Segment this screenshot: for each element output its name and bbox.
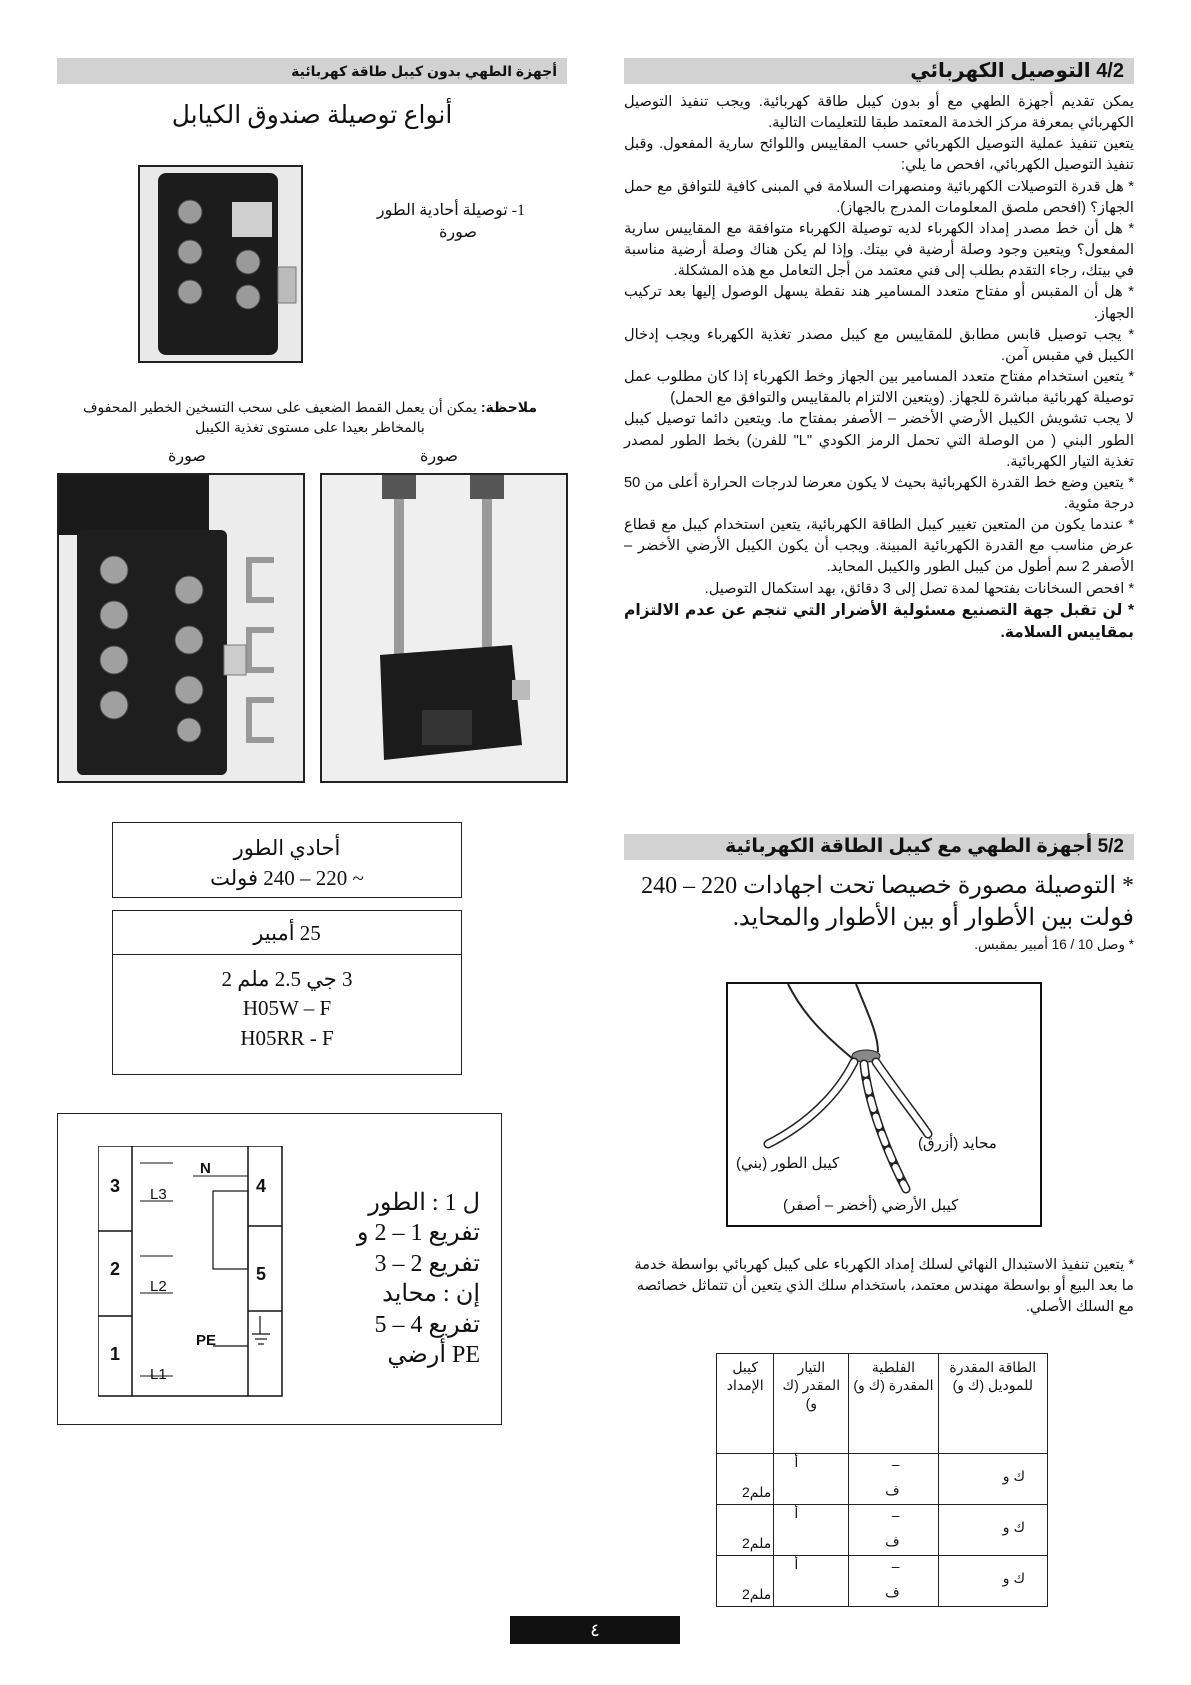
voltage-dash: – <box>891 1558 900 1574</box>
legend-line: تفريع 1 – 2 و <box>356 1220 480 1247</box>
table-row <box>717 1556 1048 1607</box>
photo-label: صورة <box>168 448 206 465</box>
cable-unit: ملم2 <box>742 1586 772 1602</box>
voltage-statement: * التوصيلة مصورة خصيصا تحت اجهادات 220 – 240 فولت بين الأطوار أو بين الأطوار والمحايد. <box>641 873 1134 932</box>
legend-line: تفريع 4 – 5 <box>374 1311 480 1338</box>
section-title: 5/2 أجهزة الطهي مع كيبل الطاقة الكهربائية <box>624 834 1134 860</box>
paragraph: * يتعين استخدام مفتاح متعدد المسامير بين الجهاز وخط الكهرباء إذا كان مطلوب عمل توصيلة كهربائية مباشرة للجهاز. (ويتعين الالتزام بالمقاييس والتوافق مع الحمل) <box>624 369 1134 407</box>
neutral-label: N <box>200 1160 211 1177</box>
terminal-block-image <box>140 167 301 361</box>
page-title: أنواع توصيلة صندوق الكيابل <box>171 102 453 129</box>
table-header: كيبل الإمداد <box>717 1354 774 1454</box>
left-header <box>57 58 567 84</box>
phase-spec-box <box>112 822 462 898</box>
voltage-dash: – <box>891 1456 900 1472</box>
l3-label: L3 <box>150 1186 167 1203</box>
cable-unit: ملم2 <box>742 1535 772 1551</box>
paragraph: * هل أن خط مصدر إمداد الكهرباء لديه توصيلة الكهرباء متوافقة مع المقاييس سارية المفعول؟ ويتعين وجود وصلة أرضية في بيتك. وإذا لم يكن هناك وصلة أرضية مناسبة في بيتك، رجاء التقدم بطلب إلى فني معتمد من أجل التعامل مع هذه المشكلة. <box>624 220 1134 280</box>
table-cell <box>938 1505 1047 1556</box>
table-cell <box>938 1454 1047 1505</box>
table-row <box>717 1454 1048 1505</box>
page-number: ٤ <box>510 1616 680 1644</box>
terminal-number: 2 <box>110 1259 121 1279</box>
table-header: التيار المقدر (ك و) <box>774 1354 849 1454</box>
amperage: 25 أمبير <box>113 911 461 955</box>
l1-label: L1 <box>150 1366 167 1383</box>
terminal-block-open-photo <box>57 473 305 783</box>
section-electrical-connection <box>624 58 1134 645</box>
note-text: يمكن أن يعمل القمط الضعيف على سحب التسخين الخطير المحفوف بالمخاطر بعيدا على مستوى تغذية الكيبل <box>82 399 477 435</box>
table-cell <box>849 1505 938 1556</box>
paragraph: * افحص السخانات بفتحها لمدة تصل إلى 3 دقائق، بهد استكمال التوصيل. <box>704 580 1134 597</box>
table-row <box>717 1505 1048 1556</box>
heating-element-photo <box>320 473 568 783</box>
terminal-number: 4 <box>256 1176 267 1196</box>
cable-unit: ملم2 <box>742 1484 772 1500</box>
cable-type: H05RR - F <box>240 1025 334 1050</box>
section-body <box>624 92 1134 645</box>
paragraph: * هل أن المقبس أو مفتاح متعدد المسامير هند نقطة يسهل الوصول إليها بعد تركيب الجهاز. <box>624 284 1134 322</box>
table-cell <box>774 1505 849 1556</box>
voltage-unit: ف <box>885 1533 900 1549</box>
current-unit: أ <box>794 1556 799 1572</box>
table-cell <box>717 1556 774 1607</box>
note <box>80 398 540 437</box>
section-title: 4/2 التوصيل الكهربائي <box>624 58 1134 84</box>
current-unit: أ <box>794 1454 799 1470</box>
table-header: الفلطية المقدرة (ك و) <box>849 1354 938 1454</box>
paragraph: * يتعين وضع خط القدرة الكهربائية بحيث لا يكون معرضا لدرجات الحرارة أعلى من 50 درجة مئوية. <box>624 474 1134 512</box>
terminal-number: 3 <box>110 1176 121 1196</box>
legend-line: تفريع 2 – 3 <box>374 1250 480 1277</box>
paragraph: يتعين تنفيذ عملية التوصيل الكهربائي حسب المقاييس واللوائح سارية المفعول. وقبل تنفيذ التوصيل الكهربائي، افحص ما يلي: <box>624 136 1134 174</box>
section-title: أجهزة الطهي بدون كيبل طاقة كهربائية <box>57 58 567 84</box>
paragraph: * عندما يكون من المتعين تغيير كيبل الطاقة الكهربائية، يتعين استخدام كيبل مع قطاع عرض مناسب مع القدرة الكهربائية المبينة. ويجب أن يكون الكيبل الأرضي الأخضر – الأصفر 2 سم أطول من كيبل الطور والكيبل المحايد. <box>624 517 1134 576</box>
terminal-number: 5 <box>256 1264 267 1284</box>
paragraph: يمكن تقديم أجهزة الطهي مع أو بدون كيبل طاقة كهربائية. ويجب تنفيذ التوصيل الكهربائي بمعرفة مركز الخدمة المعتمد طبقا للتعليمات التالية. <box>624 94 1134 132</box>
cable-type: H05W – F <box>242 996 332 1021</box>
cable-spec-box <box>112 910 462 1075</box>
power-spec-table <box>716 1353 1048 1607</box>
cable-wires-drawing <box>728 984 1040 1225</box>
legend-line: ل 1 : الطور <box>368 1190 480 1216</box>
power-unit: ك و <box>1002 1570 1025 1586</box>
table-cell <box>849 1454 938 1505</box>
voltage-unit: ف <box>885 1482 900 1498</box>
power-unit: ك و <box>1002 1519 1025 1535</box>
voltage-range: ~ 220 – 240 فولت <box>210 866 364 891</box>
legend-line: إن : محايد <box>382 1281 480 1308</box>
table-cell <box>774 1454 849 1505</box>
photo-label: صورة <box>420 448 458 465</box>
table-header: الطاقة المقدرة للموديل (ك و) <box>938 1354 1047 1454</box>
terminal-diagram <box>98 1146 298 1402</box>
earth-wire-label: كيبل الأرضي (أخضر – أصفر) <box>783 1197 959 1214</box>
table-cell <box>774 1556 849 1607</box>
caption-line: 1- توصيلة أحادية الطور <box>376 202 525 219</box>
photo-caption <box>340 200 525 245</box>
pe-label: PE <box>196 1332 217 1349</box>
table-cell <box>849 1556 938 1607</box>
socket-statement: * وصل 10 / 16 أمبير بمقبس. <box>974 936 1134 952</box>
legend-line: PE أرضي <box>387 1342 480 1369</box>
caption-line: صورة <box>439 224 477 242</box>
table-cell <box>717 1454 774 1505</box>
neutral-wire-label: محايد (أزرق) <box>918 1135 997 1152</box>
terminal-block-photo <box>138 165 303 363</box>
table-cell <box>938 1556 1047 1607</box>
heating-element-image <box>322 475 566 781</box>
paragraph: * هل قدرة التوصيلات الكهربائية ومنصهرات السلامة في المبنى كافية للتوافق مع حمل الجهاز؟ (افحص ملصق المعلومات المدرج بالجهاز). <box>624 178 1134 216</box>
replacement-note: * يتعين تنفيذ الاستبدال النهائي لسلك إمداد الكهرباء على كيبل كهربائي بواسطة خدمة ما بعد البيع أو بواسطة مهندس معتمد، باستخدام سلك الذي يتعين أن تتماثل خصائصه مع السلك الأصلي. <box>634 1257 1134 1316</box>
voltage-unit: ف <box>885 1584 900 1600</box>
table-cell <box>717 1505 774 1556</box>
paragraph: * يجب توصيل قابس مطابق للمقاييس مع كيبل مصدر تغذية الكهرباء ويجب إدخال الكيبل في مقبس آمن. <box>624 326 1134 364</box>
power-unit: ك و <box>1002 1468 1025 1484</box>
voltage-dash: – <box>891 1507 900 1523</box>
paragraph: لا يجب تشويش الكيبل الأرضي الأخضر – الأصفر بمفتاح ما. ويتعين دائما توصيل كيبل الطور البني ( من الوصلة التي تحمل الرمز الكودي "L" للفرن) بخط الطور لمصدر تغذية التيار الكهربائية. <box>624 411 1135 470</box>
table-header-row <box>717 1354 1048 1454</box>
terminal-number: 1 <box>110 1344 121 1364</box>
current-unit: أ <box>794 1505 799 1521</box>
cable-size: 3 جي 2.5 ملم 2 <box>221 967 353 991</box>
terminal-legend <box>320 1188 480 1371</box>
safety-warning: * لن تقبل جهة التصنيع مسئولية الأضرار التي تنجم عن عدم الالتزام بمقاييس السلامة. <box>624 601 1134 642</box>
section-with-power-cable <box>624 834 1134 953</box>
cable-wires-illustration <box>726 982 1042 1227</box>
note-label: ملاحظة: <box>480 399 538 415</box>
terminal-block-open-image <box>59 475 303 781</box>
phase-wire-label: كيبل الطور (بني) <box>736 1155 840 1172</box>
phase-type: أحادي الطور <box>233 836 341 860</box>
cable-types <box>113 955 461 1053</box>
l2-label: L2 <box>150 1278 167 1295</box>
